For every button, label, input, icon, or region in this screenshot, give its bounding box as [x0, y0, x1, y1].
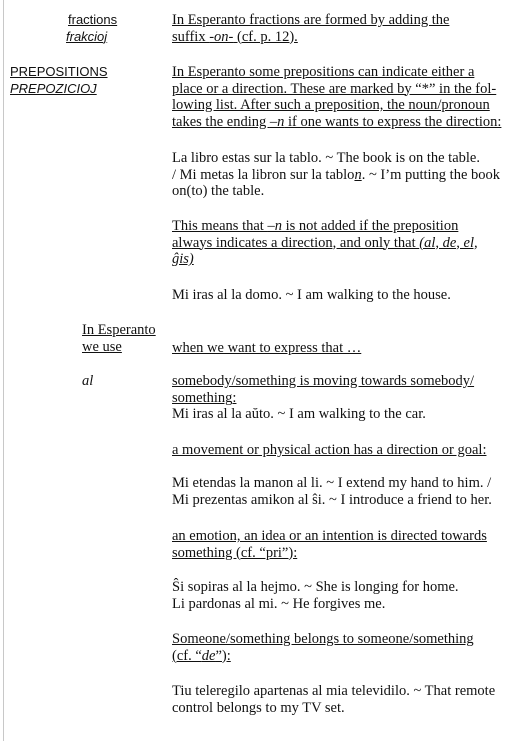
text-line: Ŝi sopiras al la hejmo. ~ She is longing for home.: [172, 579, 459, 595]
example-table: [172, 150, 522, 200]
text-line: Mi prezentas amikon al ŝi. ~ I introduce a friend to her.: [172, 491, 492, 508]
term-fractions: [68, 12, 117, 45]
text-line: always indicates a direction, and only that (al, de, el,: [172, 234, 478, 251]
term-al: al: [82, 373, 94, 389]
column-header-we-use: [82, 322, 156, 355]
text-line: Someone/something belongs to someone/something: [172, 631, 474, 647]
text-line: takes the ending –n if one wants to express the direction:: [172, 113, 502, 130]
note-always-direction: [172, 218, 522, 268]
term-fractions-eo: frakcioj: [66, 28, 108, 44]
fractions-description: [172, 12, 522, 45]
text-line: Mi iras al la aŭto. ~ I am walking to the car.: [172, 406, 426, 422]
term-prepositions: [10, 64, 108, 97]
text-line: we use: [82, 338, 122, 355]
text-line: lowing list. After such a preposition, the noun/pronoun: [172, 97, 490, 113]
text-line: In Esperanto: [82, 322, 156, 338]
text-line: La libro estas sur la tablo. ~ The book is on the table.: [172, 150, 480, 166]
column-header-express: when we want to express that …: [172, 340, 362, 356]
text-line: control belongs to my TV set.: [172, 699, 345, 716]
text-line: / Mi metas la libron sur la tablon. ~ I’m putting the book: [172, 166, 501, 183]
text-line: ĝis): [172, 251, 194, 267]
text-line: Mi etendas la manon al li. ~ I extend my hand to him. /: [172, 475, 492, 491]
text-line: suffix -on- (cf. p. 12).: [172, 28, 298, 45]
text-line: In Esperanto some prepositions can indicate either a: [172, 64, 475, 80]
al-examples-2: [172, 475, 522, 508]
al-examples-3: [172, 579, 522, 612]
text-line: This means that –n is not added if the preposition: [172, 218, 459, 234]
text-line: an emotion, an idea or an intention is directed towards: [172, 528, 487, 544]
term-prepositions-en: PREPOSITIONS: [10, 64, 108, 79]
term-fractions-en: fractions: [68, 12, 118, 27]
term-prepositions-eo: PREPOZICIOJ: [10, 80, 97, 96]
al-examples-4: [172, 683, 522, 716]
text-line: (cf. “de”):: [172, 647, 231, 664]
al-usage-4: [172, 631, 522, 664]
prepositions-intro: [172, 64, 522, 130]
al-usage-1: [172, 373, 522, 423]
example-house: Mi iras al la domo. ~ I am walking to the house.: [172, 287, 451, 303]
page-left-edge: [3, 0, 4, 741]
text-line: Tiu teleregilo apartenas al mia televidilo. ~ That remote: [172, 683, 496, 699]
text-line: In Esperanto fractions are formed by adding the: [172, 12, 450, 28]
al-usage-2: a movement or physical action has a direction or goal:: [172, 442, 487, 458]
text-line: place or a direction. These are marked by “*” in the fol-: [172, 80, 497, 97]
al-usage-3: [172, 528, 522, 561]
text-line: on(to) the table.: [172, 183, 265, 199]
text-line: something (cf. “pri”):: [172, 544, 298, 561]
text-line: somebody/something is moving towards somebody/: [172, 373, 475, 389]
text-line: Li pardonas al mi. ~ He forgives me.: [172, 595, 386, 612]
text-line: something:: [172, 389, 237, 406]
